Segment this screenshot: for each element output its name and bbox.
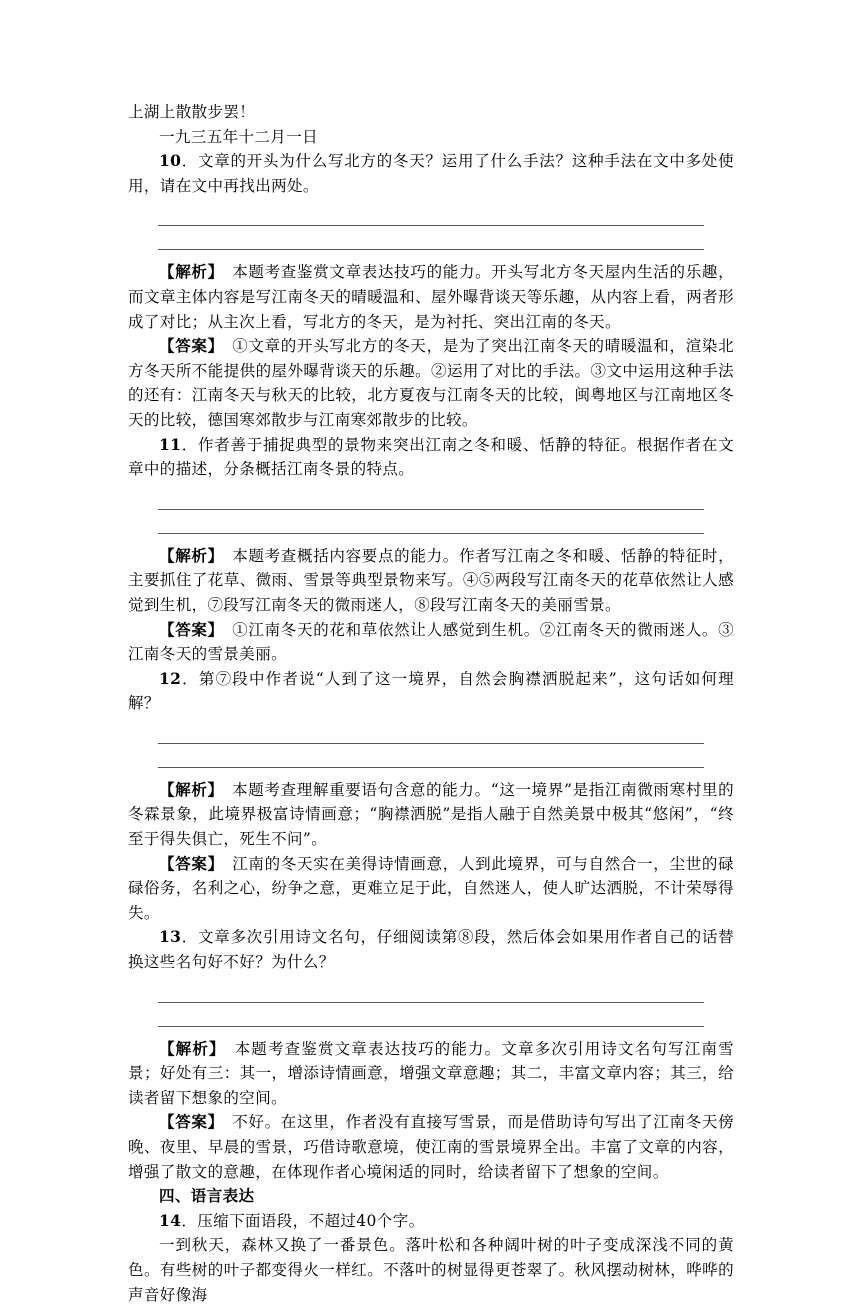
question-number: 13: [159, 927, 182, 947]
question-number: 11: [159, 434, 182, 454]
answer-text: ①江南冬天的花和草依然让人感觉到生机。②江南冬天的微雨迷人。③江南冬天的雪景美丽。: [128, 620, 734, 664]
answer-12: [128, 852, 734, 926]
analysis-tag: 【解析】: [159, 1038, 218, 1058]
previous-text-tail: 上湖上散散步罢！: [128, 103, 256, 121]
answer-line: [158, 744, 704, 768]
question-10: [128, 149, 734, 198]
answer-line: [158, 486, 704, 510]
analysis-10: [128, 260, 734, 334]
answer-text: ①文章的开头写北方的冬天，是为了突出江南冬天的晴暖温和，渲染北方冬天所不能提供的屋外曝背谈天的乐趣。②运用了对比的手法。③文中运用这种手法的还有：江南冬天与秋天的比较，北方夏夜与江南冬天的比较，闽粤地区与江南地区冬天的比较，德国寒郊散步与江南寒郊散步的比较。: [128, 337, 734, 429]
answer-tag: 【答案】: [159, 1112, 217, 1132]
analysis-text: 本题考查鉴赏文章表达技巧的能力。开头写北方冬天屋内生活的乐趣，而文章主体内容是写江南冬天的晴暖温和、屋外曝背谈天等乐趣，从内容上看，两者形成了对比；从主次上看，写北方的冬天，是为衬托、突出江南的冬天。: [128, 263, 734, 331]
analysis-13: [128, 1037, 734, 1111]
answer-line: [158, 1003, 704, 1027]
passage-14: 一到秋天，森林又换了一番景色。落叶松和各种阔叶树的叶子变成深浅不同的黄色。有些树的叶子都变得火一样红。不落叶的树显得更苍翠了。秋风摆动树林，哗哗的声音好像海: [128, 1236, 734, 1304]
analysis-text: 本题考查理解重要语句含意的能力。“这一境界”是指江南微雨寒村里的冬霖景象，此境界极富诗情画意；“胸襟洒脱”是指人融于自然美景中极其“悠闲”，“终至于得失俱亡，死生不问”。: [128, 780, 734, 849]
analysis-tag: 【解析】: [159, 262, 217, 282]
analysis-tag: 【解析】: [159, 779, 216, 799]
question-12: [128, 667, 734, 716]
question-13: [128, 925, 734, 974]
question-number: 12: [159, 668, 182, 688]
question-text: ．第⑦段中作者说“人到了这一境界，自然会胸襟洒脱起来”，这句话如何理解？: [128, 669, 734, 713]
question-text: ．作者善于捕捉典型的景物来突出江南之冬和暖、恬静的特征。根据作者在文章中的描述，分条概括江南冬景的特点。: [128, 435, 734, 479]
answer-line: [158, 720, 704, 744]
analysis-11: [128, 544, 734, 618]
section-heading: 四、语言表达: [159, 1186, 255, 1206]
question-11: [128, 433, 734, 482]
answer-text: 不好。在这里，作者没有直接写雪景，而是借助诗句写出了江南冬天傍晚、夜里、早晨的雪景，巧借诗歌意境，使江南的雪景境界全出。丰富了文章的内容，增强了散文的意趣，在体现作者心境闲适的同时，给读者留下了想象的空间。: [128, 1113, 734, 1181]
question-number: 10: [159, 151, 182, 171]
answer-13: [128, 1110, 734, 1184]
document-page: [128, 100, 734, 1307]
answer-tag: 【答案】: [159, 619, 217, 639]
answer-lines: [158, 486, 704, 534]
question-number: 14: [159, 1210, 182, 1230]
analysis-tag: 【解析】: [159, 545, 217, 565]
question-text: ．压缩下面语段，不超过40个字。: [181, 1211, 425, 1230]
question-text: ．文章多次引用诗文名句，仔细阅读第⑧段，然后体会如果用作者自己的话替换这些名句好不好？为什么？: [128, 928, 734, 972]
answer-tag: 【答案】: [159, 853, 217, 873]
analysis-text: 本题考查概括内容要点的能力。作者写江南之冬和暖、恬静的特征时，主要抓住了花草、微雨、雪景等典型景物来写。④⑤两段写江南冬天的花草依然让人感觉到生机，⑦段写江南冬天的微雨迷人，⑧段写江南冬天的美丽雪景。: [128, 546, 734, 614]
essay-date: 一九三五年十二月一日: [159, 127, 319, 146]
answer-line: [158, 510, 704, 534]
question-14: [128, 1209, 734, 1234]
answer-text: 江南的冬天实在美得诗情画意，人到此境界，可与自然合一，尘世的碌碌俗务，名利之心，纷争之意，更难立足于此，自然迷人，使人旷达洒脱，不计荣辱得失。: [128, 854, 734, 922]
question-text: ．文章的开头为什么写北方的冬天？运用了什么手法？这种手法在文中多处使用，请在文中再找出两处。: [128, 152, 734, 195]
answer-line: [158, 202, 704, 226]
answer-line: [158, 226, 704, 250]
answer-lines: [158, 979, 704, 1027]
answer-lines: [158, 720, 704, 768]
answer-tag: 【答案】: [159, 336, 217, 356]
analysis-12: [128, 778, 734, 852]
answer-11: [128, 618, 734, 667]
answer-10: [128, 334, 734, 432]
analysis-text: 本题考查鉴赏文章表达技巧的能力。文章多次引用诗文名句写江南雪景；好处有三：其一，增添诗情画意，增强文章意趣；其二，丰富文章内容；其三，给读者留下想象的空间。: [128, 1039, 734, 1107]
answer-lines: [158, 202, 704, 250]
answer-line: [158, 979, 704, 1003]
